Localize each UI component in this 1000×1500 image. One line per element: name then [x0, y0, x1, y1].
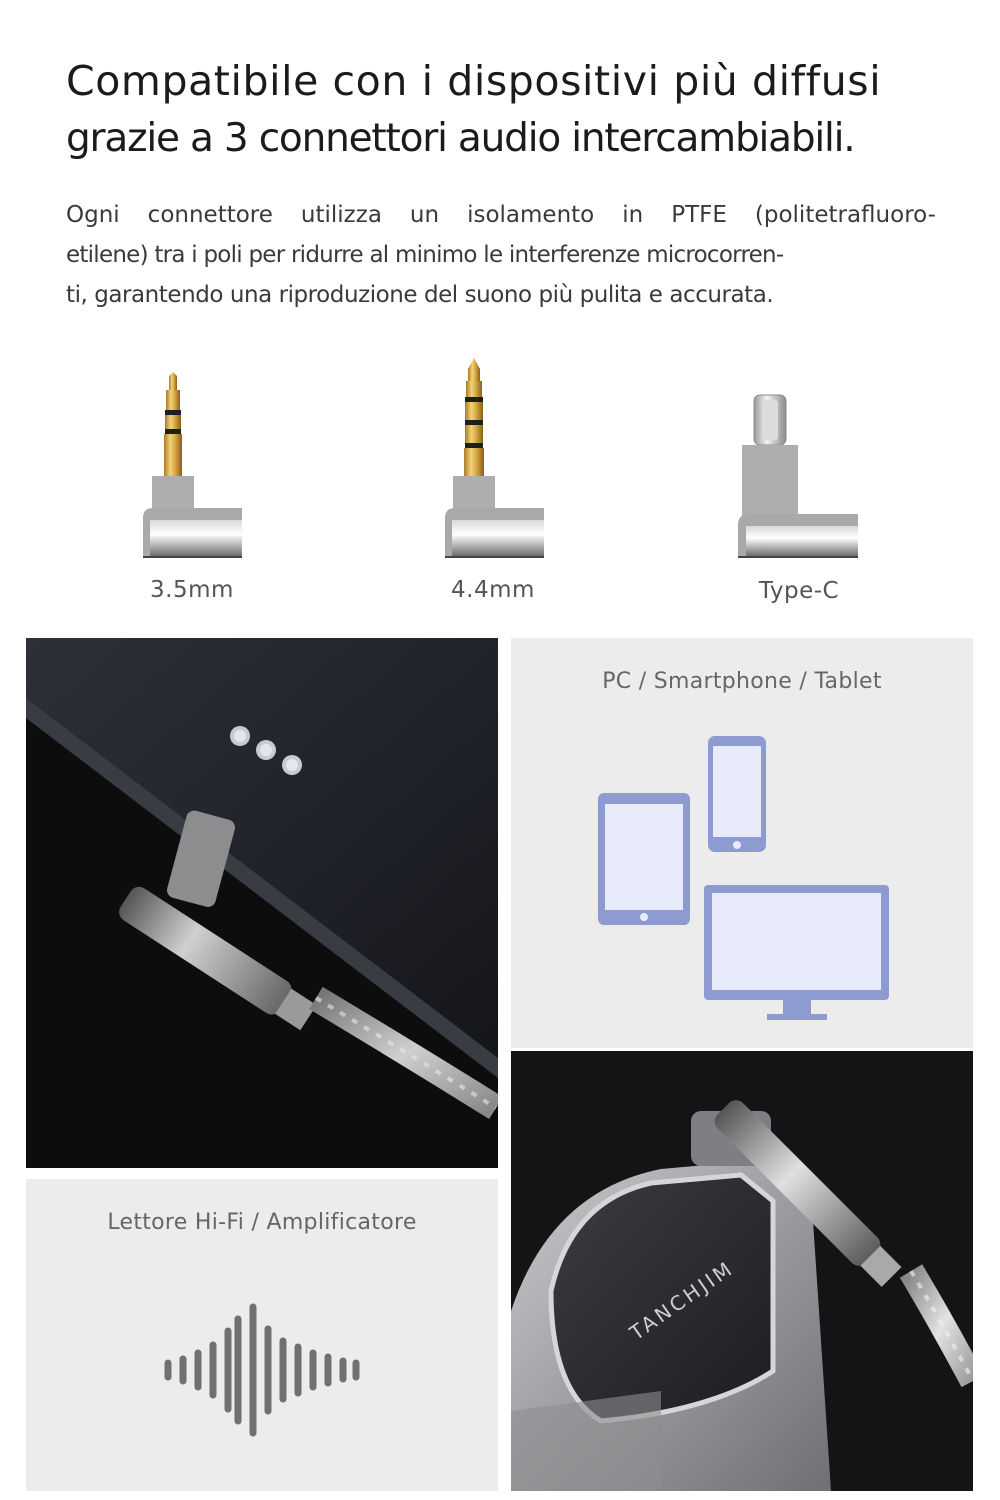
- description-word: utilizza: [300, 202, 382, 228]
- description-word: isolamento: [467, 202, 595, 228]
- headline-line-2: grazie a 3 connettori audio intercambiabili.: [66, 116, 855, 161]
- laptop-photo: [26, 638, 498, 1168]
- description: [66, 195, 936, 315]
- description-word: connettore: [147, 202, 273, 228]
- connector-label-3-5mm: 3.5mm: [150, 577, 234, 603]
- headline: [66, 52, 936, 168]
- description-word: un: [409, 202, 440, 228]
- devices-panel: [511, 638, 973, 1048]
- jack-4-4mm-icon: [440, 355, 550, 566]
- description-line-1: [66, 195, 936, 235]
- devices-panel-label: PC / Smartphone / Tablet: [602, 669, 882, 694]
- usb-type-c-icon: [734, 392, 862, 566]
- description-word: in: [622, 202, 644, 228]
- monitor-icon: [704, 885, 889, 1020]
- smartphone-icon: [708, 736, 766, 852]
- jack-3-5mm-icon: [138, 370, 248, 566]
- player-photo: [511, 1051, 973, 1491]
- photo-laptop-connection: [26, 638, 498, 1168]
- hifi-panel: [26, 1179, 498, 1491]
- tablet-icon: [598, 793, 690, 925]
- photo-player-connection: [511, 1051, 973, 1491]
- devices-illustration: [511, 638, 973, 1048]
- headline-line-1: Compatibile con i dispositivi più diffusi: [66, 57, 882, 105]
- description-word: (politetrafluoro-: [754, 202, 936, 228]
- connector-label-type-c: Type-C: [758, 578, 840, 604]
- description-word: PTFE: [671, 202, 727, 228]
- connector-label-4-4mm: 4.4mm: [451, 577, 535, 603]
- hifi-panel-label: Lettore Hi-Fi / Amplificatore: [107, 1210, 417, 1235]
- description-line-2: etilene) tra i poli per ridurre al minimo le interferenze microcorren-: [66, 242, 784, 268]
- description-word: Ogni: [66, 202, 120, 228]
- brand-logo: TANCHJIM: [625, 1255, 739, 1345]
- sound-wave-icon: [26, 1179, 498, 1491]
- description-line-3: ti, garantendo una riproduzione del suono più pulita e accurata.: [66, 282, 774, 308]
